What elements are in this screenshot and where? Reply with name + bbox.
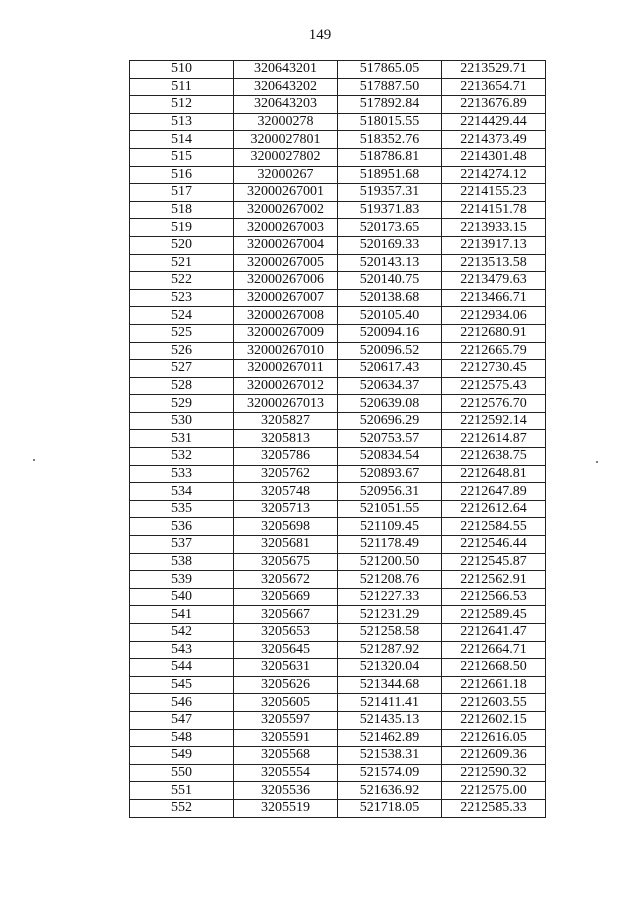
x-coordinate-cell: 518352.76	[338, 131, 442, 149]
point-id-cell: 3205827	[234, 412, 338, 430]
y-coordinate-cell: 2212589.45	[442, 606, 546, 624]
point-number-cell: 525	[130, 324, 234, 342]
table-row	[130, 465, 546, 483]
table-row	[130, 377, 546, 395]
table-row	[130, 729, 546, 747]
point-number-cell: 544	[130, 659, 234, 677]
x-coordinate-cell: 518786.81	[338, 148, 442, 166]
y-coordinate-cell: 2212585.33	[442, 799, 546, 817]
point-number-cell: 531	[130, 430, 234, 448]
x-coordinate-cell: 521258.58	[338, 624, 442, 642]
x-coordinate-cell: 521227.33	[338, 588, 442, 606]
x-coordinate-cell: 520834.54	[338, 448, 442, 466]
y-coordinate-cell: 2213466.71	[442, 289, 546, 307]
table-row	[130, 430, 546, 448]
y-coordinate-cell: 2213479.63	[442, 272, 546, 290]
table-row	[130, 96, 546, 114]
point-id-cell: 320643203	[234, 96, 338, 114]
y-coordinate-cell: 2212590.32	[442, 764, 546, 782]
point-number-cell: 521	[130, 254, 234, 272]
y-coordinate-cell: 2212612.64	[442, 500, 546, 518]
point-number-cell: 547	[130, 711, 234, 729]
x-coordinate-cell: 517892.84	[338, 96, 442, 114]
y-coordinate-cell: 2214155.23	[442, 184, 546, 202]
y-coordinate-cell: 2212668.50	[442, 659, 546, 677]
y-coordinate-cell: 2212638.75	[442, 448, 546, 466]
point-id-cell: 3205591	[234, 729, 338, 747]
table-row	[130, 254, 546, 272]
point-id-cell: 32000278	[234, 113, 338, 131]
point-number-cell: 541	[130, 606, 234, 624]
table-row	[130, 624, 546, 642]
x-coordinate-cell: 520169.33	[338, 236, 442, 254]
table-row	[130, 711, 546, 729]
point-id-cell: 32000267010	[234, 342, 338, 360]
point-id-cell: 3205748	[234, 483, 338, 501]
y-coordinate-cell: 2214373.49	[442, 131, 546, 149]
y-coordinate-cell: 2213529.71	[442, 61, 546, 79]
point-number-cell: 511	[130, 78, 234, 96]
y-coordinate-cell: 2213676.89	[442, 96, 546, 114]
table-row	[130, 184, 546, 202]
point-number-cell: 512	[130, 96, 234, 114]
point-id-cell: 3205597	[234, 711, 338, 729]
point-id-cell: 3205713	[234, 500, 338, 518]
point-number-cell: 516	[130, 166, 234, 184]
table-row	[130, 747, 546, 765]
x-coordinate-cell: 520173.65	[338, 219, 442, 237]
table-row	[130, 553, 546, 571]
y-coordinate-cell: 2213933.15	[442, 219, 546, 237]
point-id-cell: 3205762	[234, 465, 338, 483]
x-coordinate-cell: 521231.29	[338, 606, 442, 624]
point-number-cell: 548	[130, 729, 234, 747]
point-number-cell: 533	[130, 465, 234, 483]
table-row	[130, 113, 546, 131]
point-id-cell: 3205672	[234, 571, 338, 589]
point-id-cell: 3205631	[234, 659, 338, 677]
x-coordinate-cell: 520956.31	[338, 483, 442, 501]
y-coordinate-cell: 2212603.55	[442, 694, 546, 712]
scan-speck	[596, 461, 598, 463]
point-number-cell: 526	[130, 342, 234, 360]
point-id-cell: 3205605	[234, 694, 338, 712]
point-id-cell: 3205813	[234, 430, 338, 448]
point-id-cell: 3205645	[234, 641, 338, 659]
point-id-cell: 3205554	[234, 764, 338, 782]
point-id-cell: 32000267005	[234, 254, 338, 272]
table-row	[130, 676, 546, 694]
x-coordinate-cell: 521718.05	[338, 799, 442, 817]
y-coordinate-cell: 2212575.43	[442, 377, 546, 395]
y-coordinate-cell: 2212664.71	[442, 641, 546, 659]
table-row	[130, 571, 546, 589]
table-row	[130, 500, 546, 518]
point-id-cell: 3205667	[234, 606, 338, 624]
point-id-cell: 32000267	[234, 166, 338, 184]
x-coordinate-cell: 520094.16	[338, 324, 442, 342]
x-coordinate-cell: 518951.68	[338, 166, 442, 184]
table-row	[130, 782, 546, 800]
x-coordinate-cell: 520893.67	[338, 465, 442, 483]
point-number-cell: 550	[130, 764, 234, 782]
point-id-cell: 32000267012	[234, 377, 338, 395]
table-row	[130, 219, 546, 237]
point-number-cell: 514	[130, 131, 234, 149]
y-coordinate-cell: 2212576.70	[442, 395, 546, 413]
y-coordinate-cell: 2212661.18	[442, 676, 546, 694]
table-row	[130, 324, 546, 342]
y-coordinate-cell: 2212609.36	[442, 747, 546, 765]
table-row	[130, 201, 546, 219]
table-row	[130, 289, 546, 307]
y-coordinate-cell: 2213917.13	[442, 236, 546, 254]
y-coordinate-cell: 2212566.53	[442, 588, 546, 606]
table-row	[130, 483, 546, 501]
point-id-cell: 32000267001	[234, 184, 338, 202]
point-id-cell: 32000267004	[234, 236, 338, 254]
point-number-cell: 538	[130, 553, 234, 571]
point-number-cell: 517	[130, 184, 234, 202]
y-coordinate-cell: 2212562.91	[442, 571, 546, 589]
table-row	[130, 166, 546, 184]
y-coordinate-cell: 2212592.14	[442, 412, 546, 430]
table-row	[130, 536, 546, 554]
y-coordinate-cell: 2212647.89	[442, 483, 546, 501]
point-id-cell: 32000267011	[234, 360, 338, 378]
point-id-cell: 32000267013	[234, 395, 338, 413]
x-coordinate-cell: 520140.75	[338, 272, 442, 290]
x-coordinate-cell: 520105.40	[338, 307, 442, 325]
point-number-cell: 515	[130, 148, 234, 166]
table-row	[130, 694, 546, 712]
point-number-cell: 552	[130, 799, 234, 817]
point-number-cell: 520	[130, 236, 234, 254]
table-row	[130, 131, 546, 149]
table-row	[130, 360, 546, 378]
y-coordinate-cell: 2212680.91	[442, 324, 546, 342]
table-row	[130, 342, 546, 360]
x-coordinate-cell: 521109.45	[338, 518, 442, 536]
y-coordinate-cell: 2214429.44	[442, 113, 546, 131]
point-id-cell: 3205669	[234, 588, 338, 606]
table-row	[130, 799, 546, 817]
point-number-cell: 536	[130, 518, 234, 536]
x-coordinate-cell: 519357.31	[338, 184, 442, 202]
x-coordinate-cell: 521462.89	[338, 729, 442, 747]
point-id-cell: 320643202	[234, 78, 338, 96]
point-id-cell: 32000267008	[234, 307, 338, 325]
point-id-cell: 3205653	[234, 624, 338, 642]
x-coordinate-cell: 520143.13	[338, 254, 442, 272]
table-row	[130, 641, 546, 659]
point-id-cell: 3205681	[234, 536, 338, 554]
point-id-cell: 3205698	[234, 518, 338, 536]
point-number-cell: 540	[130, 588, 234, 606]
point-number-cell: 510	[130, 61, 234, 79]
table-row	[130, 148, 546, 166]
x-coordinate-cell: 517865.05	[338, 61, 442, 79]
table-row	[130, 518, 546, 536]
x-coordinate-cell: 520639.08	[338, 395, 442, 413]
x-coordinate-cell: 521208.76	[338, 571, 442, 589]
point-id-cell: 3205519	[234, 799, 338, 817]
table-row	[130, 606, 546, 624]
table-row	[130, 448, 546, 466]
y-coordinate-cell: 2212934.06	[442, 307, 546, 325]
x-coordinate-cell: 520617.43	[338, 360, 442, 378]
page-number: 149	[308, 27, 332, 43]
x-coordinate-cell: 517887.50	[338, 78, 442, 96]
y-coordinate-cell: 2212602.15	[442, 711, 546, 729]
y-coordinate-cell: 2213513.58	[442, 254, 546, 272]
x-coordinate-cell: 521636.92	[338, 782, 442, 800]
table-body	[130, 61, 546, 818]
y-coordinate-cell: 2212730.45	[442, 360, 546, 378]
point-number-cell: 543	[130, 641, 234, 659]
y-coordinate-cell: 2212665.79	[442, 342, 546, 360]
x-coordinate-cell: 518015.55	[338, 113, 442, 131]
x-coordinate-cell: 521538.31	[338, 747, 442, 765]
table-row	[130, 588, 546, 606]
table-row	[130, 764, 546, 782]
scan-speck	[33, 459, 35, 461]
point-id-cell: 32000267002	[234, 201, 338, 219]
table-row	[130, 272, 546, 290]
point-id-cell: 3205568	[234, 747, 338, 765]
point-number-cell: 524	[130, 307, 234, 325]
x-coordinate-cell: 519371.83	[338, 201, 442, 219]
x-coordinate-cell: 521287.92	[338, 641, 442, 659]
y-coordinate-cell: 2212614.87	[442, 430, 546, 448]
y-coordinate-cell: 2212616.05	[442, 729, 546, 747]
x-coordinate-cell: 520634.37	[338, 377, 442, 395]
y-coordinate-cell: 2212584.55	[442, 518, 546, 536]
x-coordinate-cell: 521435.13	[338, 711, 442, 729]
point-number-cell: 539	[130, 571, 234, 589]
point-id-cell: 3205626	[234, 676, 338, 694]
point-number-cell: 527	[130, 360, 234, 378]
point-id-cell: 3200027802	[234, 148, 338, 166]
point-number-cell: 523	[130, 289, 234, 307]
y-coordinate-cell: 2214301.48	[442, 148, 546, 166]
table-row	[130, 412, 546, 430]
x-coordinate-cell: 520096.52	[338, 342, 442, 360]
y-coordinate-cell: 2212546.44	[442, 536, 546, 554]
point-number-cell: 530	[130, 412, 234, 430]
point-id-cell: 3200027801	[234, 131, 338, 149]
y-coordinate-cell: 2212575.00	[442, 782, 546, 800]
y-coordinate-cell: 2212648.81	[442, 465, 546, 483]
x-coordinate-cell: 521200.50	[338, 553, 442, 571]
table-row	[130, 395, 546, 413]
point-number-cell: 519	[130, 219, 234, 237]
point-id-cell: 320643201	[234, 61, 338, 79]
x-coordinate-cell: 520753.57	[338, 430, 442, 448]
point-id-cell: 3205675	[234, 553, 338, 571]
x-coordinate-cell: 520138.68	[338, 289, 442, 307]
point-id-cell: 32000267007	[234, 289, 338, 307]
point-number-cell: 551	[130, 782, 234, 800]
point-number-cell: 529	[130, 395, 234, 413]
x-coordinate-cell: 521411.41	[338, 694, 442, 712]
table-row	[130, 61, 546, 79]
point-number-cell: 542	[130, 624, 234, 642]
x-coordinate-cell: 521178.49	[338, 536, 442, 554]
y-coordinate-cell: 2212641.47	[442, 624, 546, 642]
y-coordinate-cell: 2213654.71	[442, 78, 546, 96]
x-coordinate-cell: 521574.09	[338, 764, 442, 782]
table-row	[130, 659, 546, 677]
point-number-cell: 546	[130, 694, 234, 712]
point-number-cell: 535	[130, 500, 234, 518]
table-row	[130, 236, 546, 254]
coordinates-table	[129, 60, 546, 818]
x-coordinate-cell: 521051.55	[338, 500, 442, 518]
point-number-cell: 537	[130, 536, 234, 554]
point-number-cell: 545	[130, 676, 234, 694]
x-coordinate-cell: 521344.68	[338, 676, 442, 694]
y-coordinate-cell: 2214274.12	[442, 166, 546, 184]
point-id-cell: 32000267003	[234, 219, 338, 237]
y-coordinate-cell: 2212545.87	[442, 553, 546, 571]
point-number-cell: 513	[130, 113, 234, 131]
point-number-cell: 532	[130, 448, 234, 466]
point-number-cell: 549	[130, 747, 234, 765]
point-number-cell: 522	[130, 272, 234, 290]
point-number-cell: 528	[130, 377, 234, 395]
point-id-cell: 3205786	[234, 448, 338, 466]
x-coordinate-cell: 520696.29	[338, 412, 442, 430]
point-id-cell: 32000267006	[234, 272, 338, 290]
table-row	[130, 307, 546, 325]
point-number-cell: 518	[130, 201, 234, 219]
point-id-cell: 32000267009	[234, 324, 338, 342]
y-coordinate-cell: 2214151.78	[442, 201, 546, 219]
x-coordinate-cell: 521320.04	[338, 659, 442, 677]
point-id-cell: 3205536	[234, 782, 338, 800]
table-row	[130, 78, 546, 96]
point-number-cell: 534	[130, 483, 234, 501]
